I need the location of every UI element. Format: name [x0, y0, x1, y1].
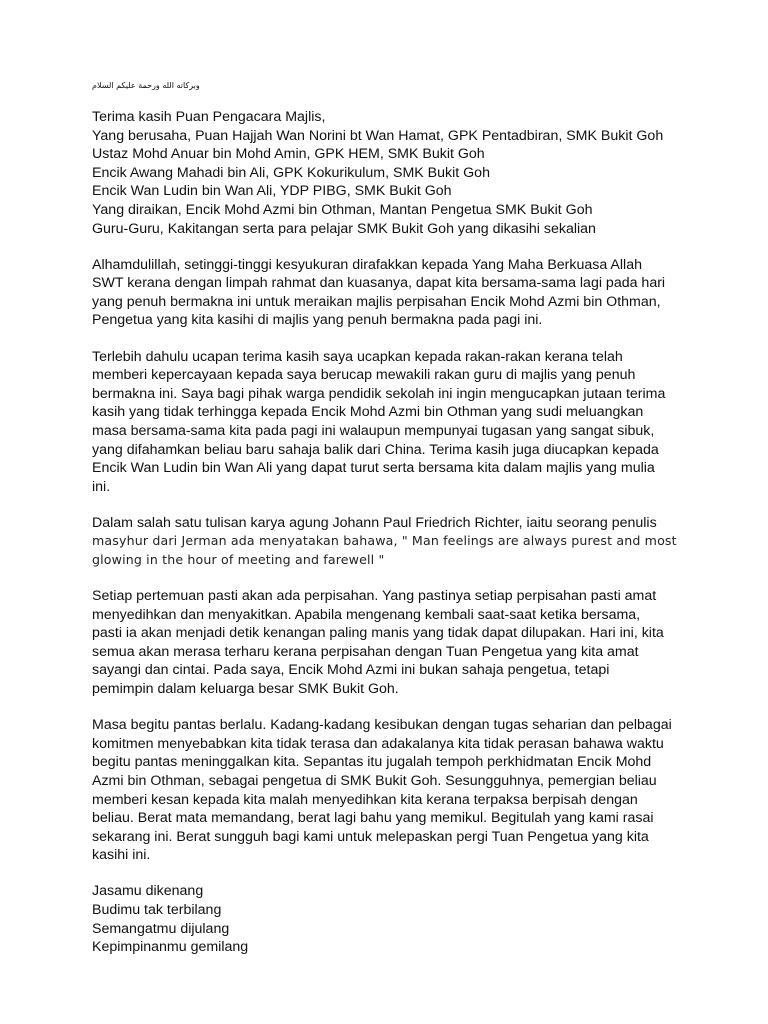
paragraph-quote [92, 514, 732, 570]
salam-greeting: وبركاته الله ورحمة عليكم السلام [92, 81, 200, 90]
speech-document [92, 80, 732, 974]
text-line: Yang diraikan, Encik Mohd Azmi bin Othman, Mantan Pengetua SMK Bukit Goh [92, 201, 593, 218]
text-line: memberi kepercayaan kepada saya berucap mewakili rakan guru di majlis yang penuh [92, 367, 636, 384]
text-line: pasti ia akan menjadi detik kenangan paling manis yang tidak dapat dilupakan. Hari ini, kita [92, 625, 664, 642]
text-line: kasihi ini. [92, 847, 151, 864]
text-line: sayangi dan cintai. Pada saya, Encik Mohd Azmi ini bukan sahaja pengetua, tetapi [92, 662, 610, 679]
text-line: SWT kerana dengan limpah rahmat dan kuasanya, dapat kita bersama-sama lagi pada hari [92, 275, 666, 292]
text-line: Terima kasih Puan Pengacara Majlis, [92, 109, 326, 125]
text-line: kasih yang tidak terhingga kepada Encik Mohd Azmi bin Othman yang sudi meluangkan [92, 404, 644, 421]
text-line: pemimpin dalam keluarga besar SMK Bukit Goh. [92, 681, 399, 698]
greetings-block [92, 108, 732, 238]
text-line: memberi kesan kepada kita malah menyedihkan kita kerana terpaksa berpisah dengan [92, 791, 638, 808]
text-line: Yang berusaha, Puan Hajjah Wan Norini bt Wan Hamat, GPK Pentadbiran, SMK Bukit Goh [92, 127, 664, 144]
quote-line: masyhur dari Jerman ada menyatakan bahawa, " Man feelings are always purest and most [92, 533, 677, 549]
text-line: Encik Wan Ludin bin Wan Ali yang dapat turut serta bersama kita dalam majlis yang mulia [92, 460, 655, 477]
quote-line: glowing in the hour of meeting and farewell " [92, 551, 385, 567]
text-line: semua akan merasa terharu kerana perpisahan dengan Tuan Pengetua yang kita amat [92, 643, 639, 660]
text-line: Pengetua yang kita kasihi di majlis yang penuh bermakna pada pagi ini. [92, 312, 543, 329]
text-line: yang penuh bermakna ini untuk meraikan majlis perpisahan Encik Mohd Azmi bin Othman, [92, 293, 661, 310]
text-line: yang difahamkan beliau baru sahaja balik dari China. Terima kasih juga diucapkan kepada [92, 441, 659, 458]
text-line: Setiap pertemuan pasti akan ada perpisahan. Yang pastinya setiap perpisahan pasti amat [92, 588, 657, 605]
text-line: Guru-Guru, Kakitangan serta para pelajar SMK Bukit Goh yang dikasihi sekalian [92, 220, 596, 237]
poem-line: Jasamu dikenang [92, 883, 204, 900]
paragraph-terima-kasih [92, 348, 732, 497]
paragraph-masa [92, 716, 732, 865]
text-line: Encik Awang Mahadi bin Ali, GPK Kokurikulum, SMK Bukit Goh [92, 164, 490, 181]
text-line: Encik Wan Ludin bin Wan Ali, YDP PIBG, SMK Bukit Goh [92, 183, 452, 200]
text-line: beliau. Berat mata memandang, berat lagi bahu yang memikul. Begitulah yang kami rasai [92, 810, 654, 827]
text-line: Alhamdulillah, setinggi-tinggi kesyukuran dirafakkan kepada Yang Maha Berkuasa Allah [92, 256, 642, 273]
text-line: ini. [92, 478, 111, 495]
text-line: Terlebih dahulu ucapan terima kasih saya ucapkan kepada rakan-rakan kerana telah [92, 348, 623, 365]
text-line: Masa begitu pantas berlalu. Kadang-kadang kesibukan dengan tugas seharian dan pelbagai [92, 717, 672, 734]
text-line: Azmi bin Othman, sebagai pengetua di SMK Bukit Goh. Sesungguhnya, pemergian beliau [92, 772, 657, 789]
text-line: begitu pantas meninggalkan kita. Sepantas itu jugalah tempoh perkhidmatan Encik Mohd [92, 754, 652, 771]
text-line: masa bersama-sama kita pada pagi ini walaupun mempunyai tugasan yang sangat sibuk, [92, 422, 655, 439]
text-line: bermakna ini. Saya bagi pihak warga pendidik sekolah ini ingin mengucapkan jutaan terima [92, 385, 666, 402]
text-line: Ustaz Mohd Anuar bin Mohd Amin, GPK HEM, SMK Bukit Goh [92, 146, 485, 163]
poem-line: Semangatmu dijulang [92, 920, 230, 937]
paragraph-perpisahan [92, 587, 732, 699]
text-line: sekarang ini. Berat sungguh bagi kami untuk melepaskan pergi Tuan Pengetua yang kita [92, 828, 649, 845]
poem-block [92, 882, 732, 956]
text-line: komitmen menyebabkan kita tidak terasa dan adakalanya kita tidak perasan bahawa waktu [92, 735, 664, 752]
text-line: Dalam salah satu tulisan karya agung Johann Paul Friedrich Richter, iaitu seorang penulis [92, 514, 657, 531]
poem-line: Kepimpinanmu gemilang [92, 939, 249, 956]
poem-line: Budimu tak terbilang [92, 901, 222, 918]
paragraph-alhamdulillah [92, 256, 732, 330]
text-line: menyedihkan dan menyakitkan. Apabila mengenang kembali saat-saat ketika bersama, [92, 606, 641, 623]
